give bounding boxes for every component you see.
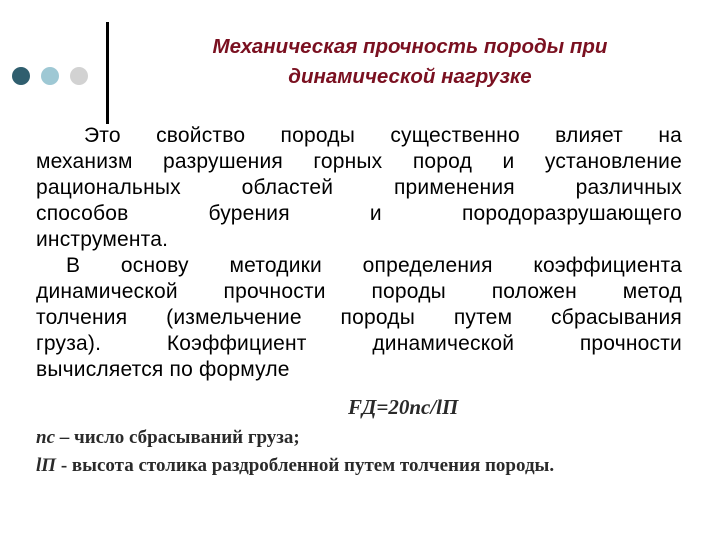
paragraph-1-line-5: инструмента.	[36, 228, 169, 251]
paragraph-2-line-4: груза). Коэффициент динамической прочности	[36, 332, 682, 355]
decor-dot-dark	[12, 67, 30, 85]
definition-text: - высота столика раздробленной путем толчения породы.	[56, 455, 555, 476]
slide-title-line-1: Механическая прочность породы при	[212, 35, 608, 58]
title-divider-line	[106, 22, 109, 124]
paragraph-2-line-1: В основу методики определения коэффициента	[66, 254, 682, 277]
paragraph-1-line-3: рациональных областей применения различных	[36, 176, 682, 199]
paragraph-1-line-2: механизм разрушения горных пород и установление	[36, 150, 682, 173]
definition-lp	[36, 455, 554, 477]
decor-dot-gray	[70, 67, 88, 85]
paragraph-1-line-4: способов бурения и породоразрушающего	[36, 202, 682, 225]
slide-body	[36, 123, 682, 383]
paragraph-2-line-5: вычисляется по формуле	[36, 358, 290, 381]
formula: FД=20nс/lП	[348, 395, 459, 419]
definition-symbol: lП	[36, 455, 57, 476]
definition-nc	[36, 427, 300, 449]
definition-symbol: nс	[36, 427, 55, 448]
decor-dot-light	[41, 67, 59, 85]
paragraph-1-line-1: Это свойство породы существенно влияет на	[84, 124, 682, 147]
slide-title-line-2: динамической нагрузке	[288, 65, 532, 88]
slide-title	[140, 32, 680, 92]
paragraph-2-line-3: толчения (измельчение породы путем сбрасывания	[36, 306, 682, 329]
definition-text: – число сбрасываний груза;	[55, 427, 300, 448]
paragraph-2-line-2: динамической прочности породы положен метод	[36, 280, 682, 303]
